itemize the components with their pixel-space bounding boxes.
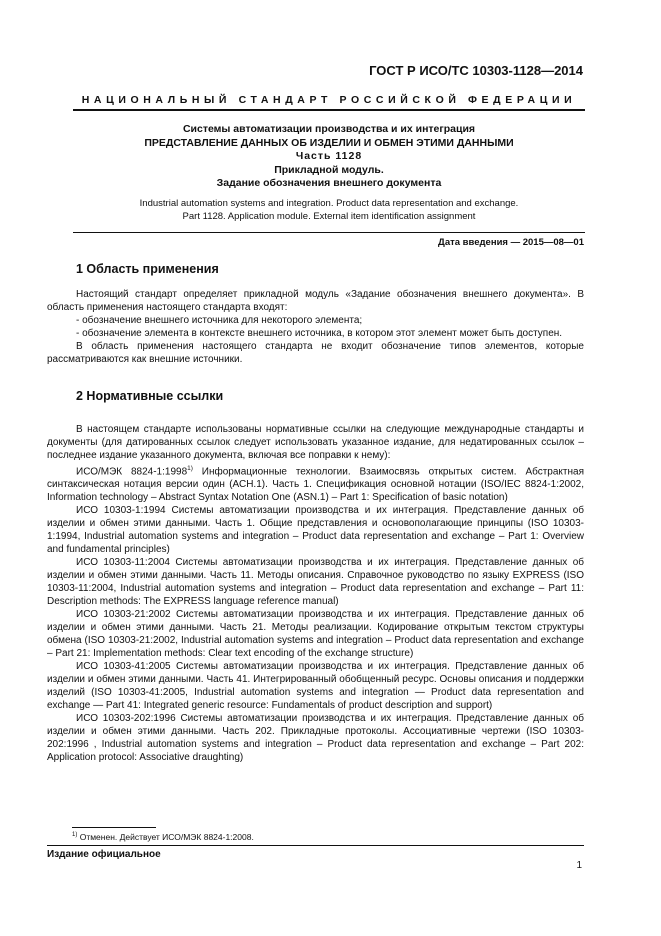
section-2-heading: 2 Нормативные ссылки: [76, 389, 224, 403]
reference-item: ИСО 10303-21:2002 Системы автоматизации производства и их интеграция. Представление данных об изделии и обмен этими данными. Часть 21. Методы реализации. Кодирование открытым текстом структуры обмена (ISO 10303-21:2002, Industrial automation systems and integration – Product data representation and exchange – Part 21: Implementation methods: Clear text encoding of the exchange structure): [47, 609, 584, 660]
introduction-date: Дата введения — 2015—08—01: [438, 237, 584, 248]
header-rule: [73, 109, 585, 111]
footnote: [72, 832, 254, 842]
reference-item: ИСО 10303-1:1994 Системы автоматизации производства и их интеграция. Представление данных об изделии и обмен этими данными. Часть 1. Общие представления и основополагающие принципы (ISO 10303-1:1994, Industrial automation systems and integration – Product data representation and exchange – Part 1: Overview and fundamental principles): [47, 505, 584, 556]
footer-rule: [47, 845, 584, 846]
reference-code: ИСО/МЭК 8824-1:1998: [76, 466, 188, 478]
footnote-rule: [72, 827, 156, 828]
title-line-1: Системы автоматизации производства и их интеграция: [182, 123, 476, 135]
english-title-line-2: Part 1128. Application module. External item identification assignment: [182, 210, 476, 222]
title-line-2: ПРЕДСТАВЛЕНИЕ ДАННЫХ ОБ ИЗДЕЛИИ И ОБМЕН ЭТИМИ ДАННЫМИ: [144, 136, 514, 149]
section-1-body: [47, 288, 584, 366]
scope-list-item: - обозначение внешнего источника для некоторого элемента;: [76, 315, 363, 326]
reference-text: Информационные технологии. Взаимосвязь открытых систем. Абстрактная синтаксическая нотация версии один (АСН.1). Часть 1. Спецификация основной нотации (ISO/IEC 8824-1:2002, Information technology – Abstract Syntax Notation One (ASN.1) – Part 1: Specification of basic notation): [47, 466, 584, 504]
title-line-5: Задание обозначения внешнего документа: [216, 177, 442, 189]
title-part: Часть 1128: [295, 150, 363, 162]
footnote-number: 1): [72, 832, 78, 839]
intro-rule: [73, 232, 585, 233]
page-number: 1: [576, 860, 582, 871]
reference-item: [47, 462, 584, 504]
reference-item: ИСО 10303-41:2005 Системы автоматизации производства и их интеграция. Представление данных об изделии и обмен этими данными. Часть 41. Интегрированный обобщенный ресурс. Основы описания и поддержки изделий (ISO 10303-41:2005, Industrial automation systems and integration — Product data representation and exchange — Part 41: Integrated generic resource: Fundamentals of product description and support): [47, 661, 584, 712]
russian-title: [73, 123, 585, 191]
english-title: [73, 198, 585, 223]
section-1-heading: 1 Область применения: [76, 262, 219, 276]
scope-list-item: - обозначение элемента в контексте внешнего источника, в котором этот элемент может быть доступен.: [76, 328, 563, 339]
scope-paragraph: Настоящий стандарт определяет прикладной модуль «Задание обозначения внешнего документа». В область применения настоящего стандарта входят:: [47, 289, 584, 313]
official-edition-label: Издание официальное: [47, 849, 161, 860]
document-code: ГОСТ Р ИСО/ТС 10303-1128—2014: [369, 63, 583, 78]
scope-exclusion-paragraph: В область применения настоящего стандарта не входит обозначение типов элементов, которые рассматриваются как внешние источники.: [47, 341, 584, 365]
footnote-text: Отменен. Действует ИСО/МЭК 8824-1:2008.: [77, 832, 254, 842]
section-2-body: [47, 423, 584, 764]
standard-banner: НАЦИОНАЛЬНЫЙ СТАНДАРТ РОССИЙСКОЙ ФЕДЕРАЦИИ: [81, 94, 577, 106]
english-title-line-1: Industrial automation systems and integration. Product data representation and exchange.: [139, 198, 519, 209]
reference-item: ИСО 10303-11:2004 Системы автоматизации производства и их интеграция. Представление данных об изделии и обмен этими данными. Часть 11. Методы описания. Справочное руководство по языку EXPRESS (ISO 10303-11:2004, Industrial automation systems and integration – Product data representation and exchange – Part 11: Description methods: The EXPRESS language reference manual): [47, 557, 584, 608]
title-line-4: Прикладной модуль.: [274, 163, 384, 176]
footnote-marker: 1): [187, 465, 193, 472]
reference-item: ИСО 10303-202:1996 Системы автоматизации производства и их интеграция. Представление данных об изделии и обмен этими данными. Часть 202. Прикладные протоколы. Ассоциативные чертежи (ISO 10303-202:1996 , Industrial automation systems and integration – Product data representation and exchange – Part 202: Application protocol: Associative draughting): [47, 713, 584, 764]
references-intro: В настоящем стандарте использованы нормативные ссылки на следующие международные стандарты и документы (для датированных ссылок следует использовать указанное издание, для недатированных ссылок – последнее издание указанного документа, включая все поправки к нему):: [47, 424, 584, 461]
